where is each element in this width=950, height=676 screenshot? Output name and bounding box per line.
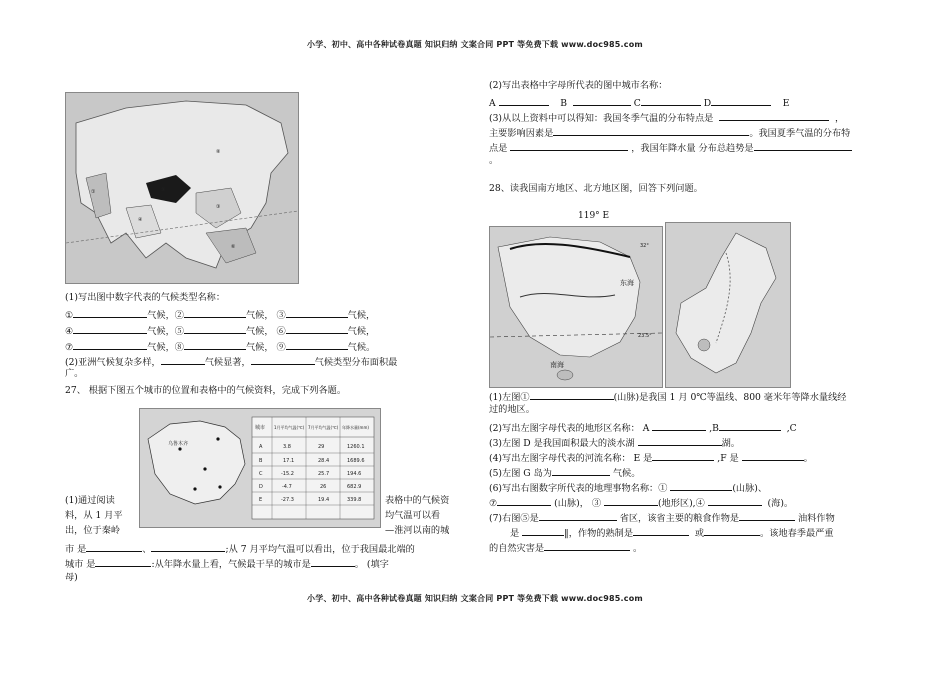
q28-7c: 的自然灾害是 。	[489, 543, 643, 554]
q27-2-row: A B C D E	[489, 98, 790, 109]
q27-3d: 。	[489, 155, 499, 166]
q27-1-l4: 市 是 、 ;从 7 月平均气温可以看出，位于我国最北端的	[65, 544, 415, 555]
blank-A[interactable]	[499, 96, 549, 106]
blank-2[interactable]	[184, 308, 246, 318]
blank-28-7-6[interactable]	[544, 541, 630, 551]
blank-28-F[interactable]	[742, 451, 804, 461]
blank-27-1[interactable]	[86, 542, 142, 552]
td-e-rain: 339.8	[347, 497, 362, 503]
blank-28-G[interactable]	[552, 466, 610, 476]
td-e-jul: 19.4	[318, 497, 330, 503]
td-e-city: E	[259, 497, 263, 503]
blank-28-6-3[interactable]	[604, 496, 658, 506]
blank-27-4[interactable]	[311, 557, 355, 567]
blank-8[interactable]	[184, 340, 246, 350]
blank-27-3a[interactable]	[719, 111, 829, 121]
blank-C[interactable]	[641, 96, 701, 106]
blank-28-6-4[interactable]	[708, 496, 762, 506]
td-b-city: B	[259, 458, 263, 464]
q27-1-l5: 城市 是 :从年降水量上看，气候最干旱的城市是 。 (填字	[65, 559, 389, 570]
q28-4: (4)写出左图字母代表的河流名称： E 是 ,F 是 。	[489, 453, 813, 464]
asia-label-1: ①	[91, 189, 96, 195]
blank-27-3[interactable]	[95, 557, 151, 567]
blank-10[interactable]	[161, 355, 205, 365]
blank-27-3c[interactable]	[510, 141, 628, 151]
blank-28-6-7[interactable]	[497, 496, 551, 506]
q28-7b: 是 ‖，作物的熟制是 或 。该地春季最严重	[510, 528, 834, 539]
q26-1: (1)写出图中数字代表的气候类型名称：	[65, 292, 226, 303]
q27-1-l1: (1)通过阅读	[65, 495, 115, 506]
east-sea-label: 东海	[620, 279, 634, 287]
td-b-rain: 1689.6	[347, 458, 365, 464]
q27-1-l6: 母)	[65, 572, 78, 583]
blank-28-6-1[interactable]	[670, 481, 732, 491]
q28-5: (5)左图 G 岛为 气候。	[489, 468, 641, 479]
south-china-map	[489, 226, 663, 388]
north-china-map	[665, 222, 791, 388]
blank-6[interactable]	[286, 324, 348, 334]
blank-7[interactable]	[73, 340, 147, 350]
blank-B[interactable]	[573, 96, 631, 106]
q27-1-l2: 料，从 1 月平	[65, 510, 123, 521]
blank-28-7-2[interactable]	[739, 511, 795, 521]
blank-27-3d[interactable]	[754, 141, 852, 151]
north-china-graphic	[666, 223, 790, 387]
blank-28-A[interactable]	[652, 421, 706, 431]
blank-28-B[interactable]	[719, 421, 781, 431]
china-cities-map	[139, 408, 381, 528]
q27-1-r3: —淮河以南的城	[385, 525, 450, 536]
blank-28-7-1[interactable]	[539, 511, 617, 521]
td-d-jul: 26	[320, 484, 327, 490]
blank-28-7-4[interactable]	[633, 526, 689, 536]
lat2-label: 32°	[640, 243, 649, 249]
q26-row1: ① 气候，② 气候， ③ 气候，	[65, 310, 376, 321]
td-c-rain: 194.6	[347, 471, 362, 477]
south-sea-label: 南海	[550, 361, 564, 369]
q27-3a: (3)从以上资料中可以得知：我国冬季气温的分布特点是 ，	[489, 113, 845, 124]
q26-row2: ④ 气候，⑤ 气候， ⑥ 气候，	[65, 326, 376, 337]
th-jan: 1月平均气温(℃)	[274, 425, 305, 430]
q27-2: (2)写出表格中字母所代表的图中城市名称：	[489, 80, 668, 91]
blank-9[interactable]	[286, 340, 348, 350]
asia-label-9: ⑨	[161, 187, 166, 193]
q26-2-cont: 广。	[65, 368, 84, 379]
blank-5[interactable]	[184, 324, 246, 334]
blank-1[interactable]	[73, 308, 147, 318]
q28-6a: (6)写出右图数字所代表的地理事物名称：① (山脉)、	[489, 483, 768, 494]
blank-28-7-5[interactable]	[704, 526, 760, 536]
header-banner: 小学、初中、高中各种试卷真题 知识归纳 文案合同 PPT 等免费下载 www.doc985.com	[307, 40, 643, 49]
q27-title: 27、 根据下图五个城市的位置和表格中的气候资料，完成下列各题。	[65, 385, 347, 396]
td-a-rain: 1260.1	[347, 444, 365, 450]
blank-28-1[interactable]	[530, 390, 614, 400]
q26-2: (2)亚洲气候复杂多样， 气候显著， 气候类型分布面积最	[65, 357, 398, 368]
td-a-jul: 29	[318, 444, 325, 450]
th-jul: 7月平均气温(℃)	[308, 425, 339, 430]
td-a-city: A	[259, 444, 263, 450]
asia-label-8: ⑧	[216, 149, 221, 155]
q27-3c: 点是 ，我国年降水量 分布总趋势是	[489, 141, 852, 155]
q27-1-l3: 出，位于秦岭	[65, 525, 121, 536]
td-c-jan: -15.2	[281, 471, 294, 477]
blank-3[interactable]	[286, 308, 348, 318]
q28-2: (2)写出左图字母代表的地形区名称： A ,B ,C	[489, 423, 797, 434]
q27-1-r1: 表格中的气候资	[385, 495, 450, 506]
q28-title: 28、读我国南方地区、北方地区图，回答下列问题。	[489, 183, 703, 194]
blank-28-E[interactable]	[652, 451, 714, 461]
q27-3b: 主要影响因素是 。我国夏季气温的分布特	[489, 128, 851, 139]
q28-7a: (7)右图⑤是 省区，该省主要的粮食作物是 油料作物	[489, 513, 835, 524]
th-city: 城市	[255, 425, 266, 431]
asia-map-graphic	[66, 93, 298, 283]
asia-label-4: ④	[138, 217, 143, 223]
map-title-label: 乌鲁木齐	[168, 441, 189, 447]
q28-3: (3)左图 D 是我国面积最大的淡水湖 湖。	[489, 438, 740, 449]
td-d-rain: 682.9	[347, 484, 362, 490]
blank-27-3b[interactable]	[553, 126, 749, 136]
footer-banner: 小学、初中、高中各种试卷真题 知识归纳 文案合同 PPT 等免费下载 www.doc985.com	[307, 594, 643, 603]
lat-label: 23.5°	[638, 333, 652, 339]
china-cities-graphic	[140, 409, 380, 527]
blank-28-D[interactable]	[638, 436, 722, 446]
asia-climate-map	[65, 92, 299, 284]
td-e-jan: -27.3	[281, 497, 294, 503]
td-b-jan: 17.1	[283, 458, 295, 464]
td-c-jul: 25.7	[318, 471, 330, 477]
blank-4[interactable]	[73, 324, 147, 334]
td-a-jan: 3.8	[283, 444, 291, 450]
td-c-city: C	[259, 471, 263, 477]
asia-label-3: ③	[216, 204, 221, 210]
blank-27-2[interactable]	[151, 542, 225, 552]
q27-1-r2: 均气温可以看	[385, 510, 441, 521]
td-d-city: D	[259, 484, 263, 490]
q28-1a: (1)左图① (山脉)是我国 1 月 0℃等温线、800 毫米年等降水量线经	[489, 392, 847, 403]
q28-6b: ⑦ (山脉)， ③ (地形区),④ (海)。	[489, 498, 794, 509]
blank-28-7-3[interactable]	[522, 526, 564, 536]
blank-D[interactable]	[711, 96, 771, 106]
q26-row3: ⑦ 气候，⑧ 气候， ⑨ 气候。	[65, 342, 376, 353]
td-b-jul: 28.4	[318, 458, 330, 464]
th-rain: 年降水量(mm)	[342, 425, 369, 430]
td-d-jan: -4.7	[282, 484, 292, 490]
longitude-label: 119° E	[578, 211, 610, 221]
south-china-graphic	[490, 227, 662, 387]
asia-label-6: ⑥	[231, 244, 236, 250]
blank-11[interactable]	[251, 355, 315, 365]
q28-1b: 过的地区。	[489, 404, 535, 415]
